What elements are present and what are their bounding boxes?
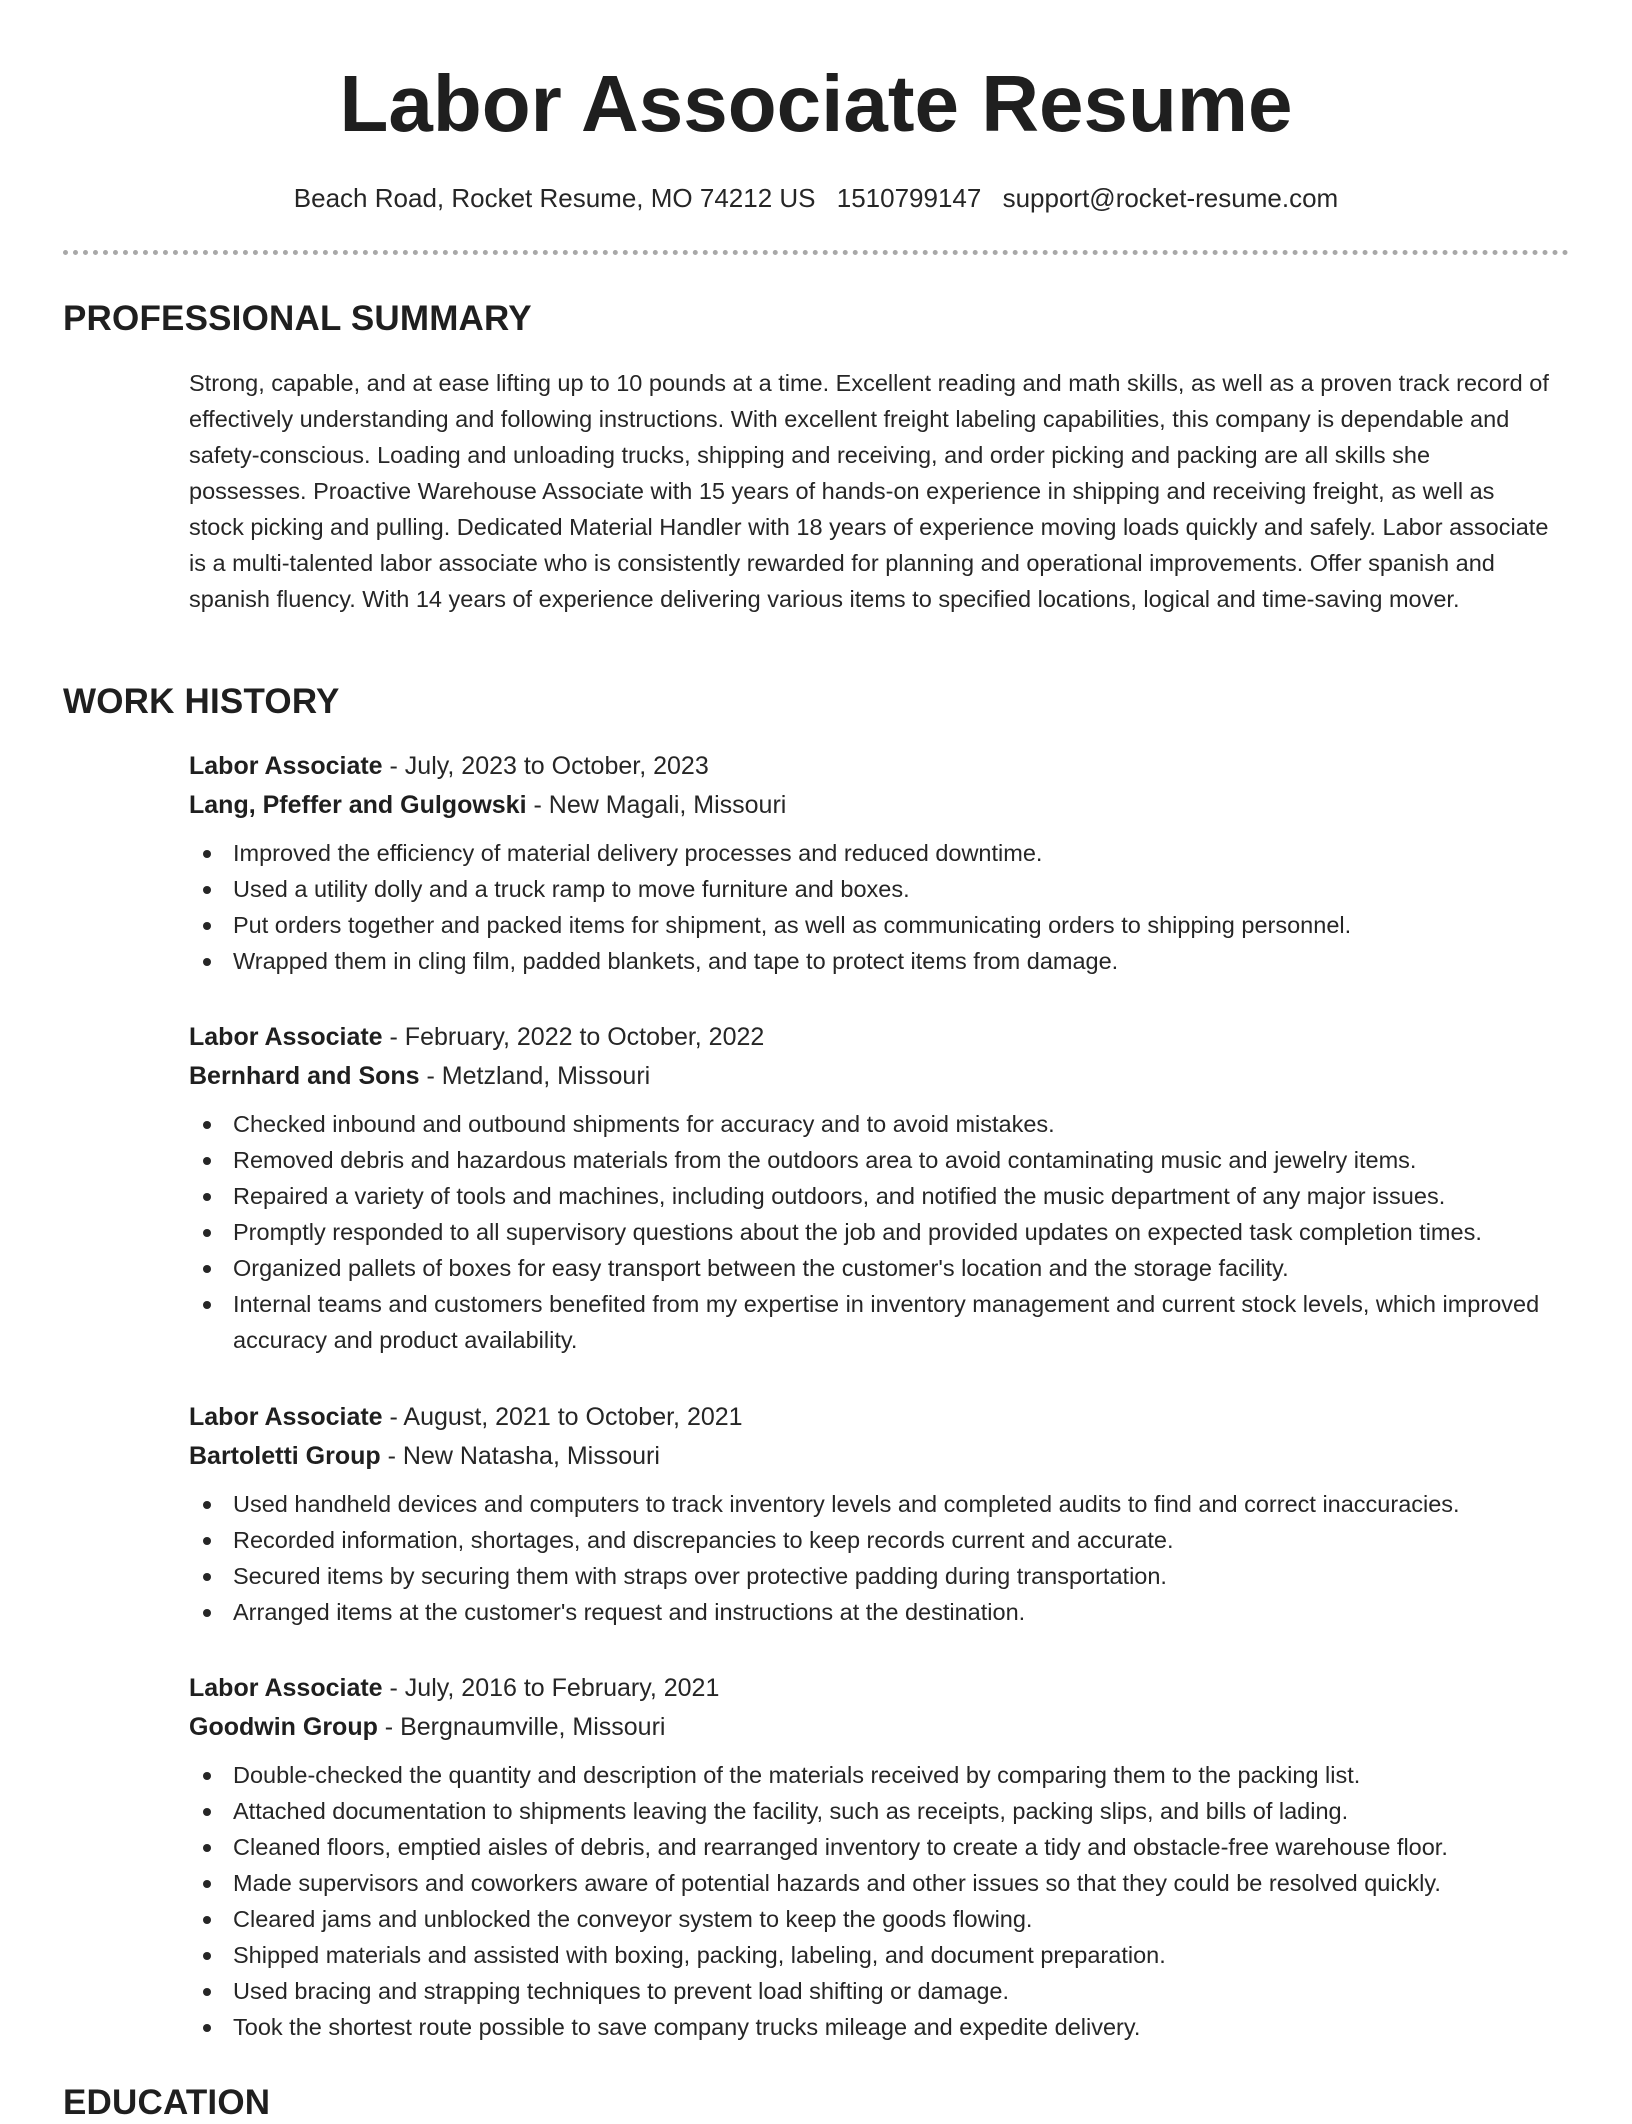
job-duties-list <box>189 1486 1569 1630</box>
job-duty: Internal teams and customers benefited from my expertise in inventory management and current stock levels, which improved accuracy and product availability. <box>189 1286 1569 1358</box>
bullet-icon <box>203 1301 211 1309</box>
bullet-icon <box>203 1952 211 1960</box>
job-title-line <box>189 747 1569 786</box>
job-duty: Used bracing and strapping techniques to prevent load shifting or damage. <box>189 1973 1569 2009</box>
job-dates: - July, 2023 to October, 2023 <box>382 752 709 780</box>
job-company: Bartoletti Group <box>189 1442 381 1470</box>
bullet-icon <box>203 1573 211 1581</box>
resume-title: Labor Associate Resume <box>339 59 1293 148</box>
job-location: - Metzland, Missouri <box>419 1062 651 1090</box>
job-entry <box>189 1398 1569 1630</box>
job-duty: Organized pallets of boxes for easy transport between the customer's location and the storage facility. <box>189 1250 1569 1286</box>
job-duty: Used a utility dolly and a truck ramp to move furniture and boxes. <box>189 871 1569 907</box>
job-location: - New Natasha, Missouri <box>380 1442 660 1470</box>
job-duty: Arranged items at the customer's request and instructions at the destination. <box>189 1594 1569 1630</box>
job-title-line <box>189 1669 1569 1708</box>
job-duty: Shipped materials and assisted with boxing, packing, labeling, and document preparation. <box>189 1937 1569 1973</box>
bullet-icon <box>203 1772 211 1780</box>
bullet-icon <box>203 1609 211 1617</box>
job-duty: Used handheld devices and computers to track inventory levels and completed audits to find and correct inaccuracies. <box>189 1486 1569 1522</box>
job-title-line <box>189 1018 1569 1057</box>
job-entry <box>189 747 1569 979</box>
job-company: Bernhard and Sons <box>189 1062 420 1090</box>
job-duty: Recorded information, shortages, and discrepancies to keep records current and accurate. <box>189 1522 1569 1558</box>
bullet-icon <box>203 1121 211 1129</box>
job-duties-list <box>189 835 1569 979</box>
job-duty: Improved the efficiency of material delivery processes and reduced downtime. <box>189 835 1569 871</box>
job-company-line <box>189 1708 1569 1747</box>
job-duty: Cleared jams and unblocked the conveyor system to keep the goods flowing. <box>189 1901 1569 1937</box>
summary-heading: PROFESSIONAL SUMMARY <box>63 299 532 338</box>
job-entry <box>189 1018 1569 1358</box>
job-duty: Cleaned floors, emptied aisles of debris, and rearranged inventory to create a tidy and obstacle-free warehouse floor. <box>189 1829 1569 1865</box>
bullet-icon <box>203 1880 211 1888</box>
contact-line <box>0 181 1632 215</box>
contact-address: Beach Road, Rocket Resume, MO 74212 US <box>293 183 816 213</box>
bullet-icon <box>203 1808 211 1816</box>
job-duty: Removed debris and hazardous materials from the outdoors area to avoid contaminating music and jewelry items. <box>189 1142 1569 1178</box>
job-title-line <box>189 1398 1569 1437</box>
job-duty: Double-checked the quantity and description of the materials received by comparing them to the packing list. <box>189 1757 1569 1793</box>
work-history-heading: WORK HISTORY <box>63 682 340 721</box>
job-duty: Promptly responded to all supervisory questions about the job and provided updates on expected task completion times. <box>189 1214 1569 1250</box>
bullet-icon <box>203 886 211 894</box>
job-title: Labor Associate <box>189 1023 383 1051</box>
job-company-line <box>189 786 1569 825</box>
bullet-icon <box>203 850 211 858</box>
job-entry <box>189 1669 1569 2045</box>
bullet-icon <box>203 1193 211 1201</box>
bullet-icon <box>203 2024 211 2032</box>
job-duty: Made supervisors and coworkers aware of potential hazards and other issues so that they could be resolved quickly. <box>189 1865 1569 1901</box>
job-duties-list <box>189 1757 1569 2045</box>
bullet-icon <box>203 922 211 930</box>
bullet-icon <box>203 1229 211 1237</box>
job-dates: - February, 2022 to October, 2022 <box>382 1023 765 1051</box>
job-duty: Wrapped them in cling film, padded blankets, and tape to protect items from damage. <box>189 943 1569 979</box>
bullet-icon <box>203 1537 211 1545</box>
job-duty: Took the shortest route possible to save company trucks mileage and expedite delivery. <box>189 2009 1569 2045</box>
bullet-icon <box>203 1157 211 1165</box>
job-duties-list <box>189 1106 1569 1358</box>
bullet-icon <box>203 1988 211 1996</box>
job-location: - Bergnaumville, Missouri <box>377 1713 666 1741</box>
job-duty: Attached documentation to shipments leaving the facility, such as receipts, packing slips, and bills of lading. <box>189 1793 1569 1829</box>
job-duty: Repaired a variety of tools and machines, including outdoors, and notified the music department of any major issues. <box>189 1178 1569 1214</box>
bullet-icon <box>203 1916 211 1924</box>
contact-email: support@rocket-resume.com <box>1002 183 1339 213</box>
job-duty: Checked inbound and outbound shipments for accuracy and to avoid mistakes. <box>189 1106 1569 1142</box>
job-company: Lang, Pfeffer and Gulgowski <box>189 791 527 819</box>
job-company-line <box>189 1057 1569 1096</box>
job-dates: - July, 2016 to February, 2021 <box>382 1674 720 1702</box>
job-title: Labor Associate <box>189 1674 383 1702</box>
job-dates: - August, 2021 to October, 2021 <box>382 1403 743 1431</box>
job-company: Goodwin Group <box>189 1713 378 1741</box>
bullet-icon <box>203 1844 211 1852</box>
job-title: Labor Associate <box>189 1403 383 1431</box>
header-divider <box>63 250 1569 255</box>
contact-phone: 1510799147 <box>836 183 982 213</box>
job-duty: Put orders together and packed items for shipment, as well as communicating orders to shipping personnel. <box>189 907 1569 943</box>
job-company-line <box>189 1437 1569 1476</box>
job-title: Labor Associate <box>189 752 383 780</box>
summary-text: Strong, capable, and at ease lifting up to 10 pounds at a time. Excellent reading and math skills, as well as a proven track record of effectively understanding and following instructions. With excellent freight labeling capabilities, this company is dependable and safety-conscious. Loading and unloading trucks, shipping and receiving, and order picking and packing are all skills she possesses. Proactive Warehouse Associate with 15 years of hands-on experience in shipping and receiving freight, as well as stock picking and pulling. Dedicated Material Handler with 18 years of experience moving loads quickly and safely. Labor associate is a multi-talented labor associate who is consistently rewarded for planning and operational improvements. Offer spanish and spanish fluency. With 14 years of experience delivering various items to specified locations, logical and time-saving mover. <box>189 370 1549 612</box>
job-location: - New Magali, Missouri <box>526 791 787 819</box>
bullet-icon <box>203 1501 211 1509</box>
job-duty: Secured items by securing them with straps over protective padding during transportation. <box>189 1558 1569 1594</box>
education-heading: EDUCATION <box>63 2083 271 2122</box>
bullet-icon <box>203 1265 211 1273</box>
bullet-icon <box>203 958 211 966</box>
